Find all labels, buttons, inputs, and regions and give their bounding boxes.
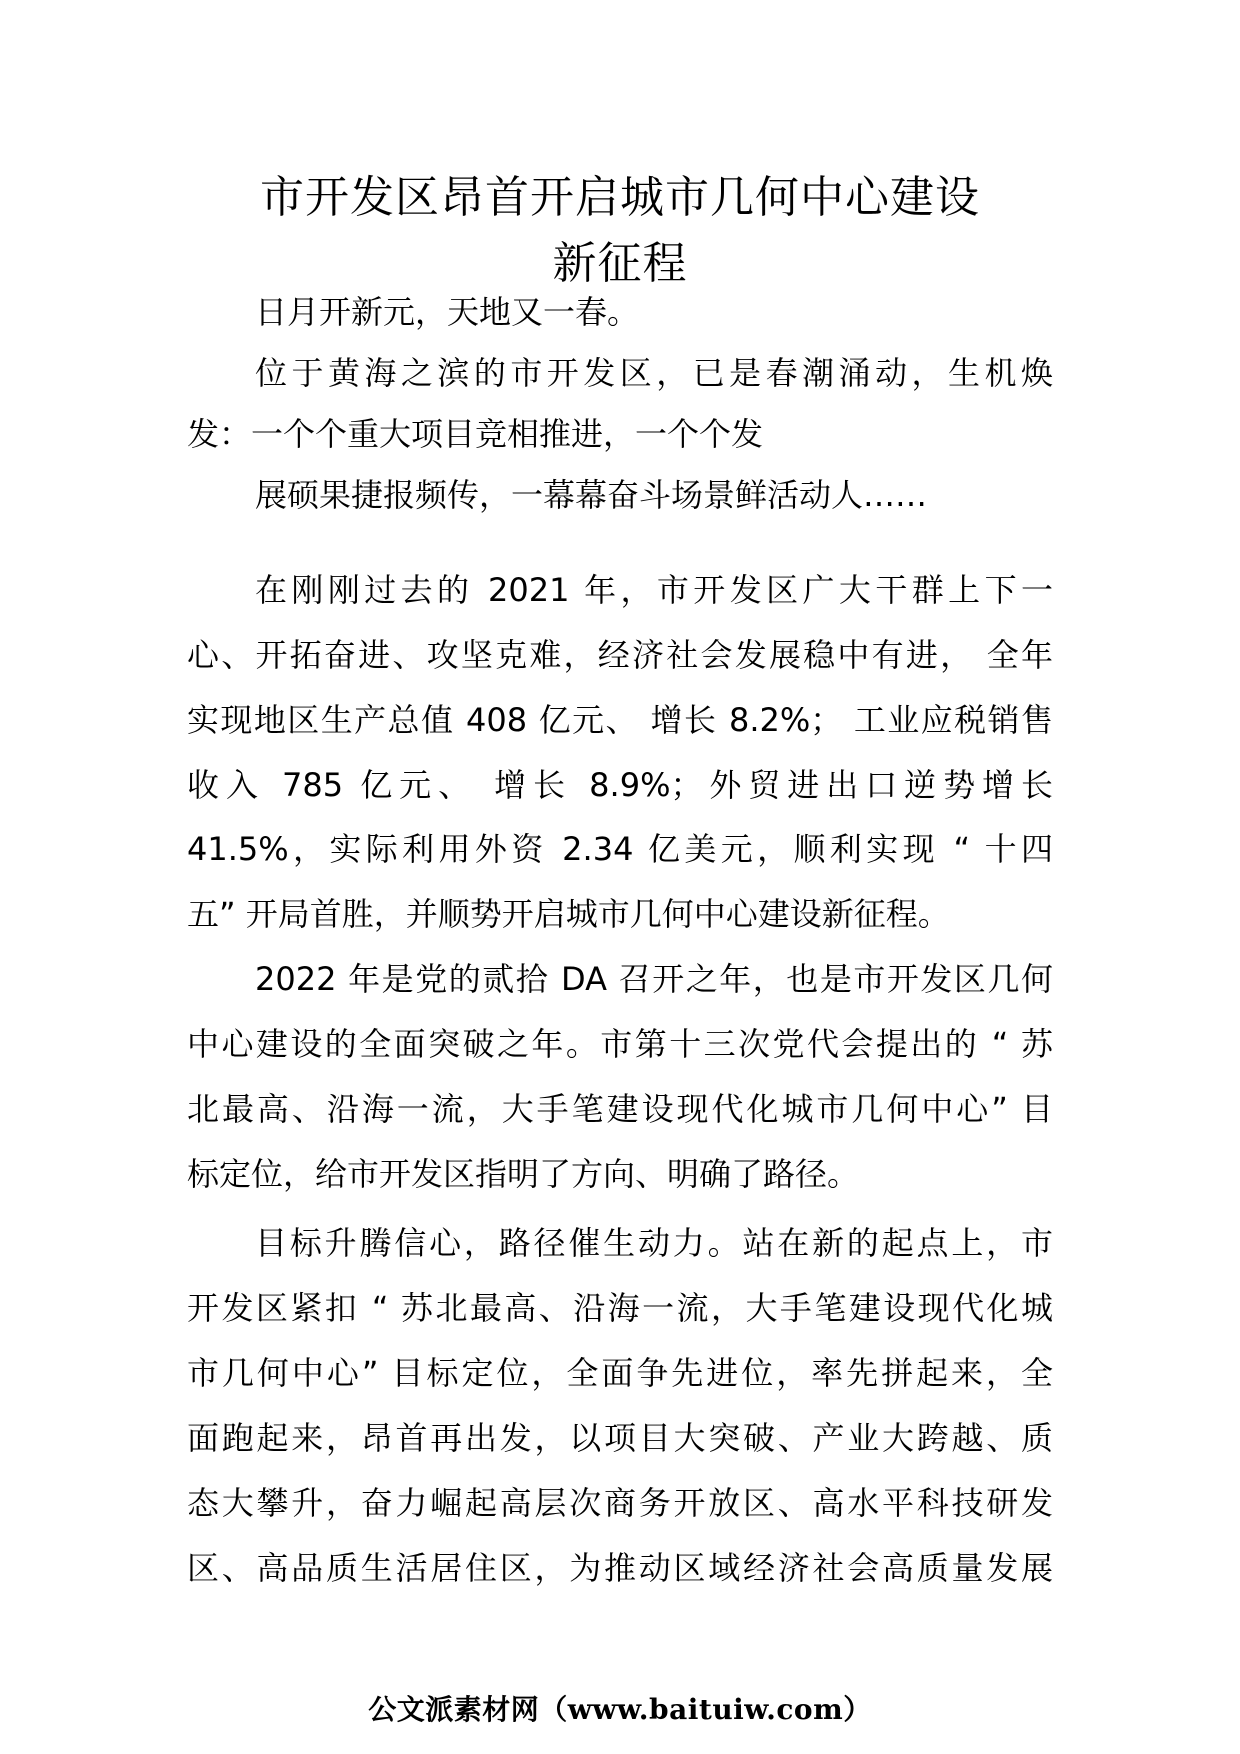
text-line-1: 日月开新元，天地又一春。 bbox=[255, 293, 640, 331]
text-line-14: 标定位，给市开发区指明了方向、明确了路径。 bbox=[187, 1155, 860, 1193]
text-line-11: 2022 年是党的贰拾 DA 召开之年，也是市开发区几何 bbox=[255, 960, 1053, 998]
text-line-18: 面跑起来，昂首再出发，以项目大突破、产业大跨越、质 bbox=[187, 1419, 1053, 1457]
text-line-16: 开发区紧扣 “ 苏北最高、沿海一流，大手笔建设现代化城 bbox=[187, 1289, 1053, 1327]
text-line-19: 态大攀升，奋力崛起高层次商务开放区、高水平科技研发 bbox=[187, 1484, 1053, 1522]
text-line-13: 北最高、沿海一流，大手笔建设现代化城市几何中心” 目 bbox=[187, 1090, 1053, 1128]
text-line-5: 在刚刚过去的 2021 年，市开发区广大干群上下一 bbox=[255, 571, 1053, 609]
document-title-line-1: 市开发区昂首开启城市几何中心建设 bbox=[260, 172, 980, 223]
text-line-15: 目标升腾信心，路径催生动力。站在新的起点上，市 bbox=[255, 1224, 1053, 1262]
text-line-17: 市几何中心” 目标定位，全面争先进位，率先拼起来，全 bbox=[187, 1354, 1053, 1392]
text-line-20: 区、高品质生活居住区，为推动区域经济社会高质量发展 bbox=[187, 1549, 1053, 1587]
text-line-4: 展硕果捷报频传，一幕幕奋斗场景鲜活动人…… bbox=[255, 476, 928, 514]
footer-watermark: 公文派素材网（www.baituiw.com） bbox=[368, 1693, 872, 1726]
text-line-6: 心、开拓奋进、攻坚克难，经济社会发展稳中有进， 全年 bbox=[187, 636, 1053, 674]
text-line-12: 中心建设的全面突破之年。市第十三次党代会提出的 “ 苏 bbox=[187, 1025, 1053, 1063]
text-line-9: 41.5%，实际利用外资 2.34 亿美元，顺利实现 “ 十四 bbox=[187, 830, 1053, 868]
text-line-10: 五” 开局首胜，并顺势开启城市几何中心建设新征程。 bbox=[187, 895, 950, 933]
text-line-8: 收入 785 亿元、 增长 8.9%；外贸进出口逆势增长 bbox=[187, 766, 1053, 804]
document-title-line-2: 新征程 bbox=[552, 238, 688, 289]
text-line-7: 实现地区生产总值 408 亿元、 增长 8.2%； 工业应税销售 bbox=[187, 701, 1053, 739]
text-line-2: 位于黄海之滨的市开发区，已是春潮涌动，生机焕 bbox=[255, 354, 1053, 392]
text-line-3: 发：一个个重大项目竞相推进，一个个发 bbox=[187, 415, 764, 453]
